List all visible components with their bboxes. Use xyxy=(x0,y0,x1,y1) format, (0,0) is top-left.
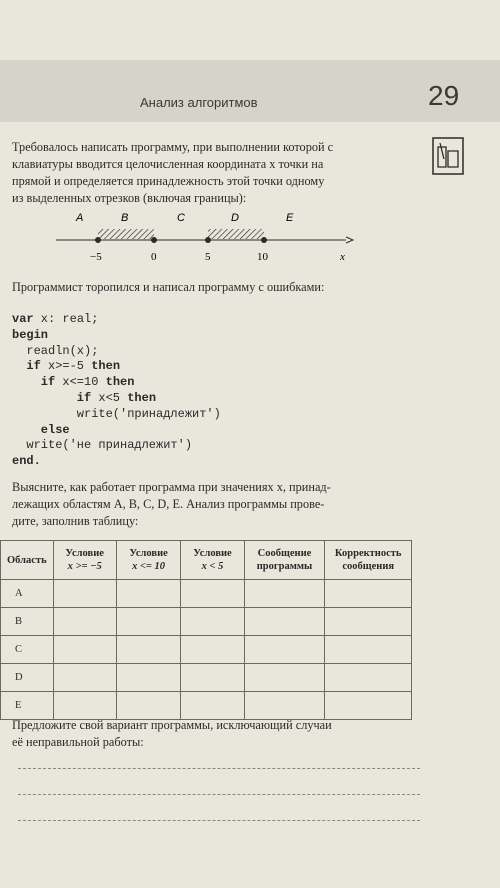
point-10 xyxy=(261,237,267,243)
column-header xyxy=(181,541,244,580)
column-header-line: сообщения xyxy=(342,561,395,572)
table-cell[interactable] xyxy=(181,608,244,636)
table-cell[interactable] xyxy=(181,664,244,692)
column-header xyxy=(53,541,116,580)
table-cell[interactable] xyxy=(244,636,325,664)
code-text: x<=10 xyxy=(55,375,106,390)
code-listing xyxy=(12,312,221,470)
question-line: дите, заполнив таблицу: xyxy=(12,514,139,528)
table-cell[interactable] xyxy=(325,692,412,720)
row-label: C xyxy=(1,636,54,664)
table-cell[interactable] xyxy=(116,664,181,692)
table-row xyxy=(1,664,412,692)
tick-label: −5 xyxy=(90,251,102,263)
table-cell[interactable] xyxy=(116,580,181,608)
page-number: 29 xyxy=(428,80,460,111)
region-label-d: D xyxy=(231,212,239,224)
code-keyword: if xyxy=(76,390,92,405)
task-line: клавиатуры вводится целочисленная координата x точки на xyxy=(12,157,324,171)
answer-line[interactable] xyxy=(18,768,420,769)
column-header-line: Корректность xyxy=(334,548,402,559)
code-text: readln(x); xyxy=(26,343,99,358)
table-cell[interactable] xyxy=(325,636,412,664)
table-row xyxy=(1,692,412,720)
proposal-line: её неправильной работы: xyxy=(12,735,144,749)
row-label: D xyxy=(1,664,54,692)
column-header-line: x <= 10 xyxy=(132,561,166,572)
code-keyword: var xyxy=(12,312,34,326)
table-cell[interactable] xyxy=(244,664,325,692)
code-keyword: then xyxy=(105,375,135,390)
table-cell[interactable] xyxy=(244,580,325,608)
tick-label: 10 xyxy=(257,251,268,263)
code-text: write('принадлежит') xyxy=(76,406,221,421)
column-header xyxy=(116,541,181,580)
code-keyword: then xyxy=(91,359,121,374)
code-line xyxy=(12,438,221,454)
intro-text: Программист торопился и написал программу с ошибками: xyxy=(12,280,325,294)
code-text: write('не принадлежит') xyxy=(26,438,193,453)
region-label-b: B xyxy=(121,212,129,224)
column-header-line: x < 5 xyxy=(201,561,224,572)
tick-label: 0 xyxy=(151,251,157,263)
region-label-e: E xyxy=(286,212,294,224)
table-cell[interactable] xyxy=(116,608,181,636)
code-line xyxy=(12,375,221,391)
task-line: прямой и определяется принадлежность этой точки одному xyxy=(12,174,325,188)
point-5 xyxy=(205,237,211,243)
table-cell[interactable] xyxy=(325,608,412,636)
code-line xyxy=(12,359,221,375)
table-cell[interactable] xyxy=(325,664,412,692)
region-label-c: C xyxy=(177,212,185,224)
axis-arrow-icon xyxy=(346,237,353,243)
code-line xyxy=(12,407,221,423)
point-0 xyxy=(151,237,157,243)
answer-line[interactable] xyxy=(18,820,420,821)
question-line: лежащих областям A, B, C, D, E. Анализ программы прове- xyxy=(12,497,325,511)
table-cell[interactable] xyxy=(325,580,412,608)
column-header-line: Условие xyxy=(129,548,168,559)
segment-d xyxy=(208,229,264,239)
column-header-line: x >= −5 xyxy=(67,561,102,572)
table-cell[interactable] xyxy=(53,580,116,608)
column-header-line: Область xyxy=(6,554,47,566)
code-line xyxy=(12,423,221,439)
question-text xyxy=(12,479,420,530)
answer-line[interactable] xyxy=(18,794,420,795)
point-minus-5 xyxy=(95,237,101,243)
code-line xyxy=(12,344,221,360)
table-cell[interactable] xyxy=(181,636,244,664)
table-cell[interactable] xyxy=(244,692,325,720)
table-cell[interactable] xyxy=(181,580,244,608)
column-header xyxy=(1,541,54,580)
code-line xyxy=(12,391,221,407)
table-row xyxy=(1,608,412,636)
code-text: x: real; xyxy=(33,312,99,326)
code-line xyxy=(12,312,221,328)
column-header-line: Сообщение xyxy=(257,548,312,559)
axis-label: x xyxy=(340,251,345,263)
proposal-line: Предложите свой вариант программы, исключающий случаи xyxy=(12,718,332,732)
column-header-line: программы xyxy=(256,561,313,572)
table-row xyxy=(1,636,412,664)
code-keyword: end. xyxy=(12,454,41,469)
table-row xyxy=(1,580,412,608)
code-keyword: then xyxy=(127,390,157,405)
book-icon xyxy=(432,137,464,175)
header-band xyxy=(0,60,500,122)
table-cell[interactable] xyxy=(53,664,116,692)
row-label: E xyxy=(1,692,54,720)
table-cell[interactable] xyxy=(53,608,116,636)
table-cell[interactable] xyxy=(181,692,244,720)
code-keyword: else xyxy=(40,422,70,437)
analysis-table xyxy=(0,540,412,720)
table-cell[interactable] xyxy=(116,636,181,664)
row-label: B xyxy=(1,608,54,636)
task-line: Требовалось написать программу, при выполнении которой с xyxy=(12,140,334,154)
segment-b xyxy=(98,229,154,239)
running-header: Анализ алгоритмов xyxy=(140,95,258,110)
code-text: x>=-5 xyxy=(40,359,92,374)
tick-label: 5 xyxy=(205,251,211,263)
code-keyword: begin xyxy=(12,327,49,342)
column-header xyxy=(244,541,325,580)
column-header xyxy=(325,541,412,580)
row-label: A xyxy=(1,580,54,608)
code-keyword: if xyxy=(26,359,41,374)
code-line xyxy=(12,328,221,344)
region-label-a: A xyxy=(76,212,84,224)
question-line: Выясните, как работает программа при значениях x, принад- xyxy=(12,480,331,494)
task-text xyxy=(12,139,420,207)
table-cell[interactable] xyxy=(244,608,325,636)
table-cell[interactable] xyxy=(53,692,116,720)
code-line xyxy=(12,454,221,470)
task-line: из выделенных отрезков (включая границы): xyxy=(12,191,247,205)
number-line xyxy=(50,208,360,268)
table-cell[interactable] xyxy=(53,636,116,664)
table-header-row xyxy=(1,541,412,580)
table-cell[interactable] xyxy=(116,692,181,720)
column-header-line: Условие xyxy=(65,548,104,559)
code-text: x<5 xyxy=(91,390,128,405)
code-keyword: if xyxy=(40,375,56,390)
column-header-line: Условие xyxy=(193,548,232,559)
proposal-text xyxy=(12,717,420,751)
